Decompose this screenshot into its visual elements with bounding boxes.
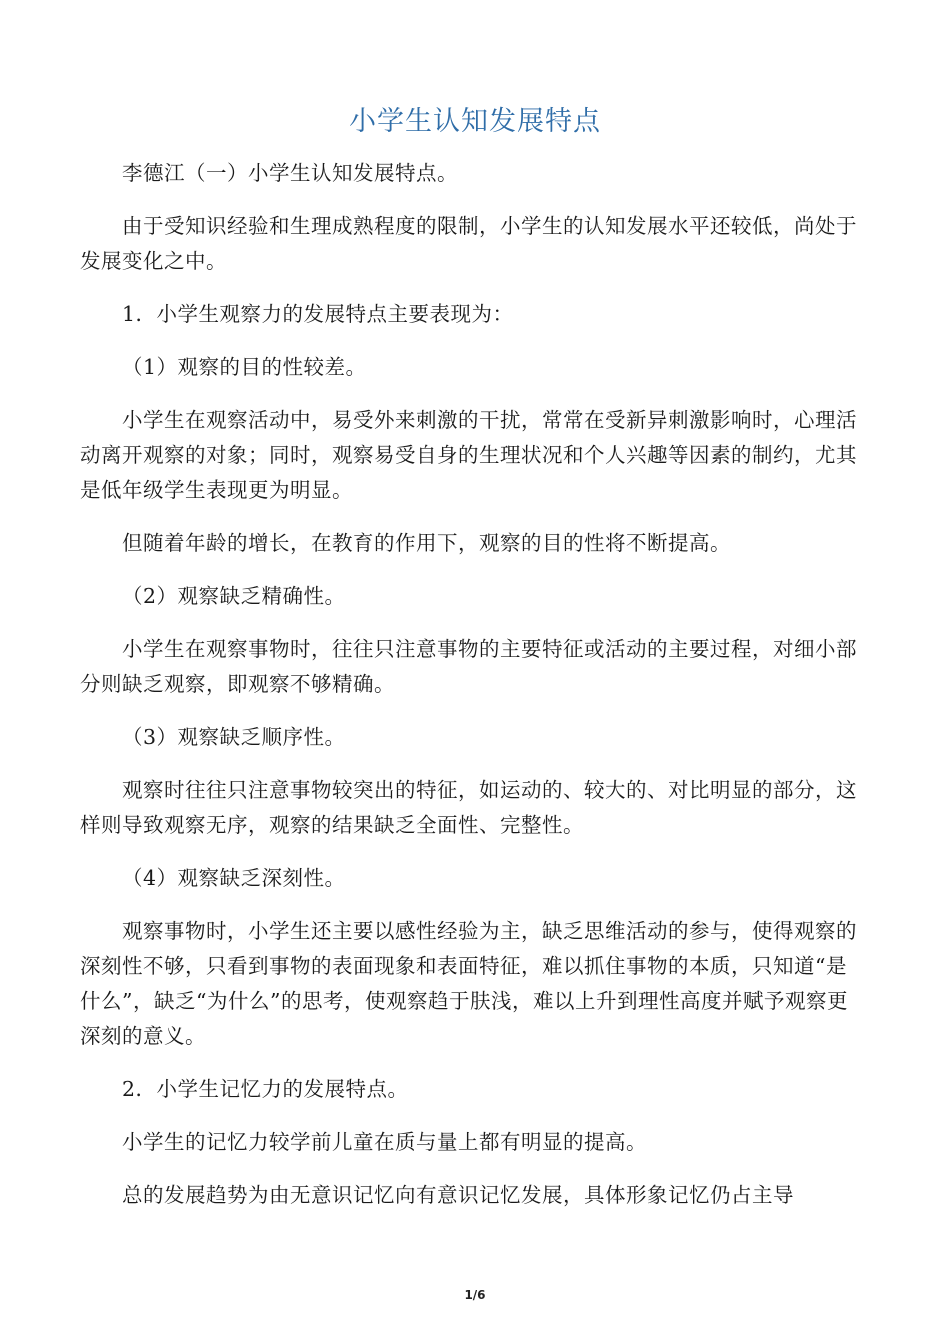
- paragraph-observation-improve: 但随着年龄的增长，在教育的作用下，观察的目的性将不断提高。: [122, 531, 731, 555]
- paragraph-memory-trend: 总的发展趋势为由无意识记忆向有意识记忆发展，具体形象记忆仍占主导: [122, 1183, 794, 1207]
- subheading-observation-order: （3）观察缺乏顺序性。: [122, 725, 346, 749]
- paragraph-author-heading: 李德江（一）小学生认知发展特点。: [122, 161, 458, 185]
- document-title: 小学生认知发展特点: [349, 106, 601, 137]
- subheading-observation-precision: （2）观察缺乏精确性。: [122, 584, 346, 608]
- paragraph-observation-depth: 观察事物时，小学生还主要以感性经验为主，缺乏思维活动的参与，使得观察的深刻性不够，只看到事物的表面现象和表面特征，难以抓住事物的本质，只知道“是什么”，缺乏“为什么”的思考，使观察趋于肤浅，难以上升到理性高度并赋予观察更深刻的意义。: [80, 919, 857, 1048]
- paragraph-observation-purpose: 小学生在观察活动中，易受外来刺激的干扰，常常在受新异刺激影响时，心理活动离开观察的对象；同时，观察易受自身的生理状况和个人兴趣等因素的制约，尤其是低年级学生表现更为明显。: [80, 408, 857, 502]
- paragraph-observation-precision: 小学生在观察事物时，往往只注意事物的主要特征或活动的主要过程，对细小部分则缺乏观察，即观察不够精确。: [80, 637, 857, 696]
- document-body: [80, 156, 860, 1231]
- paragraph-memory-improve: 小学生的记忆力较学前儿童在质与量上都有明显的提高。: [122, 1130, 647, 1154]
- section-heading-observation: 1．小学生观察力的发展特点主要表现为：: [122, 302, 514, 326]
- page-number: 1/6: [464, 1288, 486, 1302]
- paragraph-observation-order: 观察时往往只注意事物较突出的特征，如运动的、较大的、对比明显的部分，这样则导致观察无序，观察的结果缺乏全面性、完整性。: [80, 778, 857, 837]
- section-heading-memory: 2．小学生记忆力的发展特点。: [122, 1077, 409, 1101]
- paragraph-intro: 由于受知识经验和生理成熟程度的限制，小学生的认知发展水平还较低，尚处于发展变化之中。: [80, 214, 857, 273]
- subheading-observation-purpose: （1）观察的目的性较差。: [122, 355, 367, 379]
- subheading-observation-depth: （4）观察缺乏深刻性。: [122, 866, 346, 890]
